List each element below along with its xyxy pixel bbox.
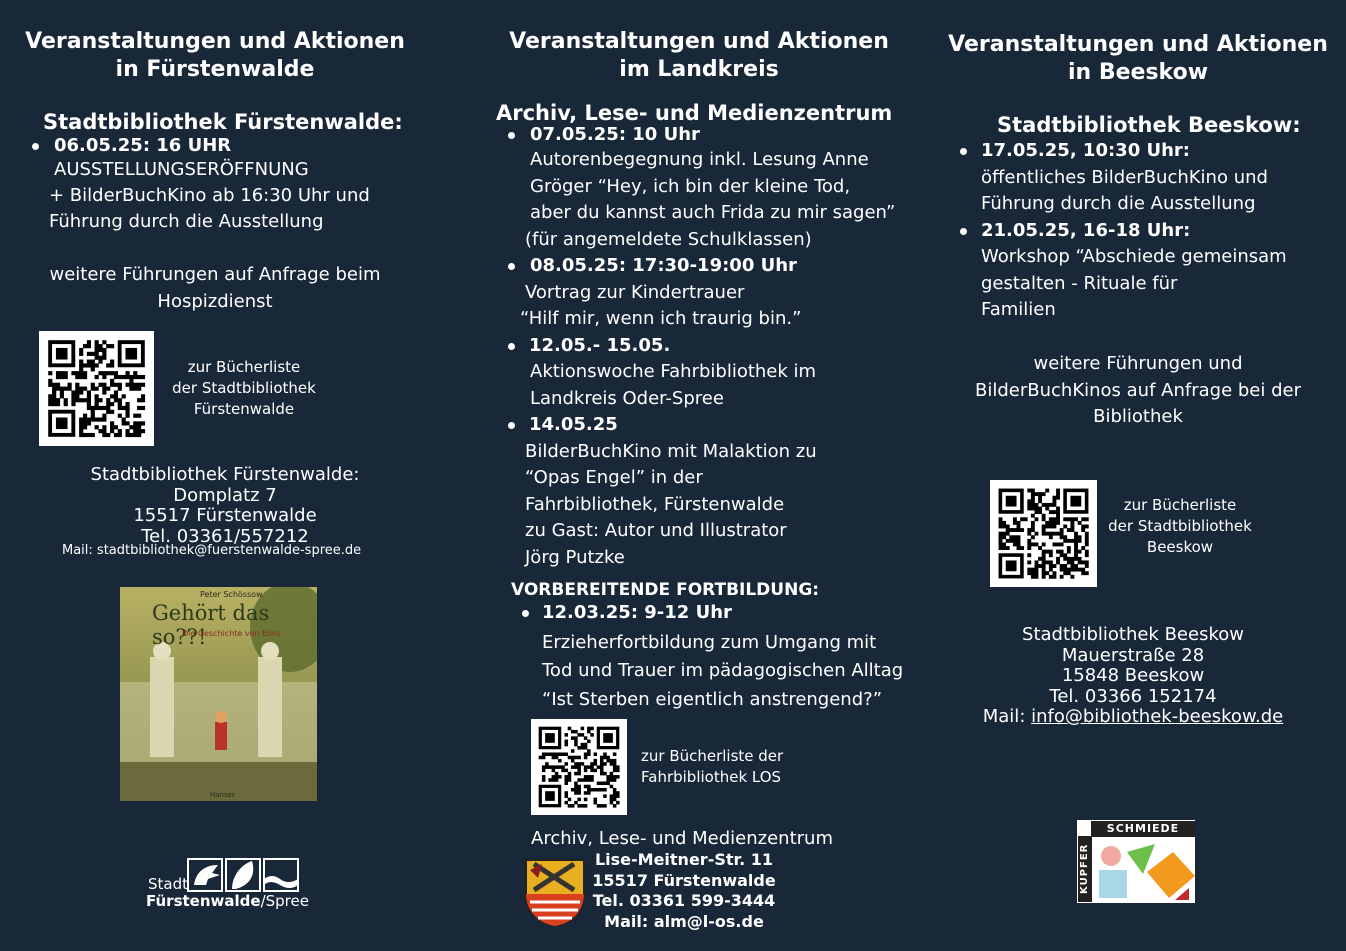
- col2-e3-line: Landkreis Oder-Spree: [530, 388, 724, 409]
- address-line: Tel. 03361/557212: [141, 525, 309, 547]
- address-line: Lise-Meitner-Str. 11: [594, 850, 774, 869]
- col3-more-line: BilderBuchKinos auf Anfrage bei der: [975, 379, 1301, 401]
- stadt-fuerstenwalde-logo: [146, 857, 309, 912]
- qr-caption-line: Beeskow: [1146, 538, 1214, 556]
- col3-mail: [948, 707, 1318, 728]
- col2-f1-date: 12.03.25: 9-12 Uhr: [542, 602, 732, 623]
- col3-more-line: weitere Führungen und: [1033, 353, 1243, 374]
- col3-title-line2: in Beeskow: [1067, 60, 1209, 85]
- qr-code[interactable]: [531, 719, 627, 815]
- col1-title-line2: in Fürstenwalde: [115, 57, 315, 82]
- col2-section-title: Archiv, Lese- und Medienzentrum: [496, 101, 893, 125]
- logo-stadt: Stadt: [148, 875, 188, 893]
- col2-e4-date: 14.05.25: [529, 414, 618, 435]
- col3-more-info: [948, 351, 1328, 431]
- col2-e1-date: 07.05.25: 10 Uhr: [530, 124, 700, 145]
- col3-title-line1: Veranstaltungen und Aktionen: [948, 32, 1328, 57]
- qr-caption-line: zur Bücherliste: [187, 358, 301, 376]
- col3-e2-line: Workshop “Abschiede gemeinsam: [981, 246, 1287, 267]
- address-line: Tel. 03366 152174: [1049, 685, 1217, 707]
- col2-e3-date: 12.05.- 15.05.: [529, 335, 671, 356]
- col1-title: [20, 28, 410, 84]
- qr-caption-line: zur Bücherliste: [1123, 496, 1237, 514]
- bullet: [508, 343, 515, 350]
- col1-event-line: + BilderBuchKino ab 16:30 Uhr und: [49, 185, 370, 206]
- col2-title-line1: Veranstaltungen und Aktionen: [509, 29, 889, 54]
- address-line: Stadtbibliothek Fürstenwalde:: [90, 464, 360, 485]
- col2-qr-caption: [641, 746, 783, 788]
- col3-address: [948, 625, 1318, 728]
- address-line: Stadtbibliothek Beeskow: [1022, 624, 1244, 645]
- logo-top-text: SCHMIEDE: [1091, 821, 1195, 837]
- bullet: [32, 143, 39, 150]
- col2-e2-line: Vortrag zur Kindertrauer: [525, 282, 745, 303]
- logo-city-suffix: /Spree: [260, 892, 309, 910]
- book-publisher: Hanser: [210, 791, 235, 799]
- col3-e1-date: 17.05.25, 10:30 Uhr:: [981, 140, 1190, 161]
- col2-e1-line: (für angemeldete Schulklassen): [525, 229, 812, 250]
- book-cover: [120, 587, 317, 801]
- book-subtitle: Die Geschichte von Elvis: [182, 629, 281, 638]
- address-line: 15517 Fürstenwalde: [133, 505, 317, 526]
- address-line: Tel. 03361 599-3444: [592, 891, 776, 910]
- kupferschmiede-logo: [1077, 820, 1195, 903]
- col1-event-date: 06.05.25: 16 UHR: [54, 135, 232, 156]
- col3-e2-line: Familien: [981, 299, 1056, 320]
- col1-section-title: Stadtbibliothek Fürstenwalde:: [43, 110, 403, 134]
- col1-event-line: AUSSTELLUNGSERÖFFNUNG: [54, 159, 309, 180]
- book-title: Gehört das so??!: [152, 601, 270, 649]
- qr-code[interactable]: [990, 480, 1097, 587]
- logo-city-name: Fürstenwalde: [146, 892, 261, 910]
- qr-caption-line: der Stadtbibliothek: [1108, 517, 1252, 535]
- col3-qr-caption: [1100, 495, 1260, 558]
- col3-title: [948, 31, 1328, 87]
- col2-e4-line: BilderBuchKino mit Malaktion zu: [525, 441, 817, 462]
- bullet: [508, 422, 515, 429]
- col2-e2-line: “Hilf mir, wenn ich traurig bin.”: [520, 308, 802, 329]
- bullet: [522, 610, 529, 617]
- qr-code[interactable]: [39, 331, 154, 446]
- address-line: Mauerstraße 28: [1061, 644, 1205, 666]
- col1-mail: Mail: stadtbibliothek@fuerstenwalde-spree.de: [62, 543, 362, 558]
- col3-more-line: Bibliothek: [1093, 406, 1183, 427]
- col2-f1-line: Tod und Trauer im pädagogischen Alltag: [542, 660, 904, 681]
- col1-qr-caption: [160, 357, 328, 420]
- col2-f1-line: Erzieherfortbildung zum Umgang mit: [542, 632, 877, 653]
- col2-e4-line: Jörg Putzke: [525, 547, 625, 568]
- col3-e1-line: öffentliches BilderBuchKino und: [981, 167, 1268, 188]
- col2-title-line2: im Landkreis: [619, 57, 779, 82]
- bullet: [960, 148, 967, 155]
- col1-more-line: Hospizdienst: [157, 290, 273, 312]
- col2-address: [586, 850, 782, 932]
- mail-link[interactable]: info@bibliothek-beeskow.de: [1031, 706, 1284, 727]
- address-line: Mail: alm@l-os.de: [604, 911, 764, 931]
- address-line: Domplatz 7: [173, 484, 277, 506]
- col2-e1-line: Gröger “Hey, ich bin der kleine Tod,: [530, 176, 851, 197]
- coat-of-arms-icon: [524, 858, 586, 928]
- col2-title: [500, 28, 898, 84]
- col2-f1-line: “Ist Sterben eigentlich anstrengend?”: [542, 689, 883, 710]
- logo-side-text: KUPFER: [1078, 836, 1092, 902]
- col2-e4-line: “Opas Engel” in der: [525, 467, 703, 488]
- col3-e1-line: Führung durch die Ausstellung: [981, 193, 1256, 214]
- col1-event-line: Führung durch die Ausstellung: [49, 211, 324, 232]
- qr-caption-line: zur Bücherliste der: [641, 747, 784, 765]
- qr-caption-line: Fürstenwalde: [193, 400, 295, 418]
- col1-more-info: [20, 262, 410, 315]
- col2-address-title: Archiv, Lese- und Medienzentrum: [531, 828, 833, 849]
- bullet: [508, 132, 515, 139]
- address-line: 15848 Beeskow: [1061, 665, 1205, 686]
- bullet: [960, 228, 967, 235]
- col2-e2-date: 08.05.25: 17:30-19:00 Uhr: [530, 255, 797, 276]
- mail-prefix: Mail:: [982, 706, 1032, 727]
- book-author: Peter Schössow: [200, 590, 263, 599]
- col1-more-line: weitere Führungen auf Anfrage beim: [49, 264, 381, 285]
- col1-title-line1: Veranstaltungen und Aktionen: [25, 29, 405, 54]
- col2-e1-line: aber du kannst auch Frida zu mir sagen”: [530, 202, 896, 223]
- qr-caption-line: der Stadtbibliothek: [172, 379, 316, 397]
- col2-e3-line: Aktionswoche Fahrbibliothek im: [530, 361, 817, 382]
- col2-e1-line: Autorenbegegnung inkl. Lesung Anne: [530, 149, 869, 170]
- col2-fortbildung-title: VORBEREITENDE FORTBILDUNG:: [511, 580, 820, 600]
- col2-e4-line: zu Gast: Autor und Illustrator: [525, 520, 787, 541]
- col3-e2-date: 21.05.25, 16-18 Uhr:: [981, 220, 1191, 241]
- logo-city: [146, 892, 309, 910]
- col3-e2-line: gestalten - Rituale für: [981, 273, 1178, 294]
- qr-caption-line: Fahrbibliothek LOS: [641, 768, 782, 786]
- logo-mark-icon: [186, 857, 302, 893]
- bullet: [508, 263, 515, 270]
- col2-e4-line: Fahrbibliothek, Fürstenwalde: [525, 494, 785, 515]
- col3-section-title: Stadtbibliothek Beeskow:: [997, 113, 1301, 137]
- logo-shapes-icon: [1093, 838, 1195, 902]
- col1-address: [20, 465, 430, 547]
- address-line: 15517 Fürstenwalde: [592, 870, 776, 890]
